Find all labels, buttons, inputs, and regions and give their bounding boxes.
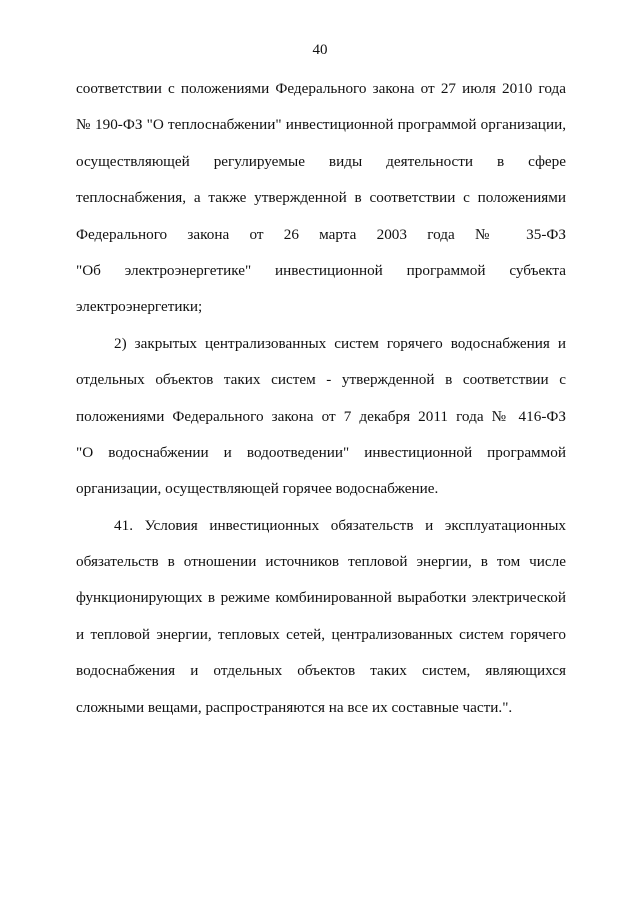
document-body <box>76 79 566 734</box>
text-line: отдельных объектов таких систем - утвержденной в соответствии с <box>76 371 566 389</box>
text-line: обязательств в отношении источников тепловой энергии, в том числе <box>76 553 566 571</box>
paragraph-item-2 <box>76 334 566 516</box>
page-number: 40 <box>312 42 328 58</box>
text-line: Федерального закона от 26 марта 2003 года № 35-ФЗ <box>76 225 566 243</box>
text-line: 41. Условия инвестиционных обязательств и эксплуатационных <box>114 516 566 534</box>
text-line: организации, осуществляющей горячее водоснабжение. <box>76 480 439 498</box>
paragraph-continuation <box>76 79 566 334</box>
text-line: положениями Федерального закона от 7 декабря 2011 года № 416-ФЗ <box>76 407 566 425</box>
text-line: сложными вещами, распространяются на все их составные части.". <box>76 698 513 716</box>
text-line: "Об электроэнергетике" инвестиционной программой субъекта <box>76 261 566 279</box>
text-line: водоснабжения и отдельных объектов таких систем, являющихся <box>76 662 566 680</box>
text-line: № 190-ФЗ "О теплоснабжении" инвестиционной программой организации, <box>76 116 566 134</box>
text-line: теплоснабжения, а также утвержденной в соответствии с положениями <box>76 189 566 207</box>
text-line: 2) закрытых централизованных систем горячего водоснабжения и <box>114 334 566 352</box>
text-line: соответствии с положениями Федерального закона от 27 июля 2010 года <box>76 80 566 97</box>
text-line: функционирующих в режиме комбинированной выработки электрической <box>76 589 566 607</box>
paragraph-41 <box>76 516 566 734</box>
text-line: осуществляющей регулируемые виды деятельности в сфере <box>76 152 566 170</box>
text-line: и тепловой энергии, тепловых сетей, централизованных систем горячего <box>76 625 566 643</box>
text-line: "О водоснабжении и водоотведении" инвестиционной программой <box>76 443 566 461</box>
text-line: электроэнергетики; <box>76 298 203 316</box>
